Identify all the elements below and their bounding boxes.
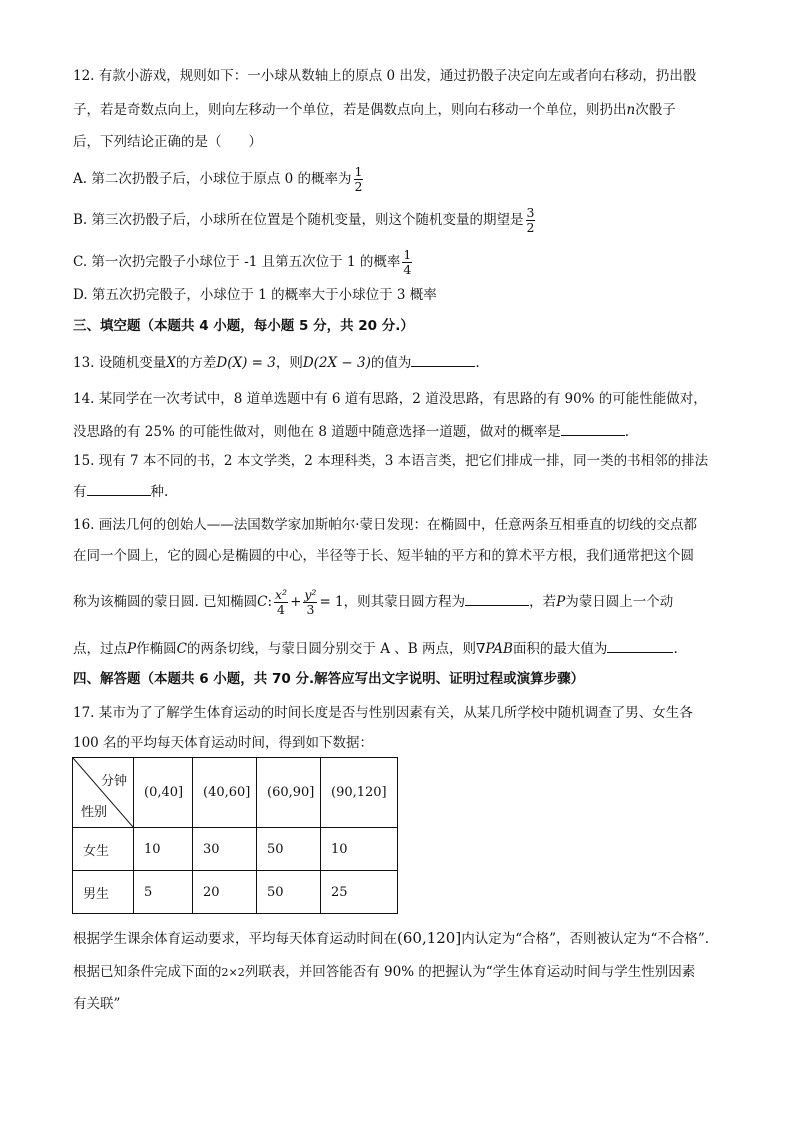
q16-y-fraction <box>303 588 317 617</box>
q15-line1: 15. 现有 7 本不同的书，2 本文学类，2 本理科类，3 本语言类，把它们排成一排，同一类的书相邻的排法 <box>73 453 709 469</box>
fraction-denominator: 4 <box>403 262 412 277</box>
table-row <box>73 828 398 871</box>
q16-line4d: 面积的最大值为 <box>512 641 608 657</box>
q17-line4b: 列联表，并回答能否有 90% 的把握认为“学生体育运动时间与学生性别因素 <box>244 964 696 980</box>
q14-line2 <box>73 421 629 442</box>
table-cell: 25 <box>321 871 398 914</box>
q17-line5: 有关联” <box>73 996 121 1012</box>
table-corner-cell <box>73 758 134 828</box>
q15-line2a: 有 <box>73 484 87 500</box>
table-cell: 50 <box>257 871 321 914</box>
fraction-numerator: 1 <box>354 164 363 179</box>
fraction-numerator: y² <box>304 587 317 602</box>
q14-line1: 14. 某同学在一次考试中，8 道单选题中有 6 道有思路，2 道没思路，有思路的有 90% 的可能性能做对， <box>73 391 707 407</box>
q12-option-a <box>73 165 365 194</box>
table-cell: 20 <box>193 871 257 914</box>
q16-var-c2: C <box>176 641 187 657</box>
q13-expr1: D(X) = 3 <box>216 355 276 371</box>
q16-var-p: P <box>556 594 566 610</box>
q12-option-c-fraction <box>402 248 412 277</box>
section3-heading: 三、填空题（本题共 4 小题，每小题 5 分，共 20 分.） <box>73 318 414 334</box>
q12-option-b-fraction <box>526 206 536 235</box>
q16-line4a: 点，过点 <box>73 641 127 657</box>
fraction-denominator: 2 <box>526 220 535 235</box>
table-header: (40,60] <box>193 758 257 828</box>
q12-option-a-fraction <box>354 165 364 194</box>
q12-var-n: n <box>626 102 636 118</box>
q16-line4 <box>73 638 678 659</box>
q12-line2b: 次骰子 <box>635 102 676 118</box>
corner-top-label: 分钟 <box>100 774 127 789</box>
table-cell: 5 <box>134 871 193 914</box>
q16-line4b: 作椭圆 <box>136 641 177 657</box>
table-row <box>73 871 398 914</box>
q16-var-p2: P <box>127 641 137 657</box>
corner-bottom-label: 性别 <box>81 805 108 820</box>
q12-line2a: 子，若是奇数点向上，则向左移动一个单位，若是偶数点向上，则向右移动一个单位，则扔出 <box>73 102 627 118</box>
q16-line3: 称为该椭圆的蒙日圆. 已知椭圆C: $\frac{\text{x²}}{4}$ + $\frac{\text{y²}}{3}$ = 1，则其蒙日圆方程为 ，若P为蒙日圆上一个动 <box>73 587 674 617</box>
q16-x-fraction <box>274 588 288 617</box>
fraction-numerator: x² <box>275 587 288 602</box>
q17-line3a: 根据学生课余体育运动要求，平均每天体育运动时间在 <box>73 931 397 947</box>
q13-prefix: 13. 设随机变量 <box>73 355 167 371</box>
q13-expr2: D(2X − 3) <box>302 355 371 371</box>
q13-answer-blank[interactable] <box>411 352 475 367</box>
q12-option-d: D. 第五次扔完骰子，小球位于 1 的概率大于小球位于 3 概率 <box>73 287 437 303</box>
q14-end: . <box>624 424 630 440</box>
table-header-row <box>73 758 398 828</box>
q12-option-c <box>73 248 414 277</box>
q16-eq-rhs: = 1 <box>319 594 344 610</box>
q17-interval: (60,120] <box>397 929 462 947</box>
q13-end: . <box>475 355 480 371</box>
q13-var-x: X <box>166 355 176 371</box>
q17-data-table <box>72 757 398 914</box>
q17-line4a: 根据已知条件完成下面的 <box>73 964 222 980</box>
q17-table-size: 2×2 <box>221 966 245 979</box>
q15-answer-blank[interactable] <box>87 481 151 496</box>
q17-line2: 100 名的平均每天体育运动时间，得到如下数据： <box>73 735 374 751</box>
q17-line3b: 内认定为“合格”，否则被认定为“不合格”. <box>461 931 710 947</box>
q16-line3d: 为蒙日圆上一个动 <box>565 594 674 610</box>
q16-line3a: 称为该椭圆的蒙日圆. 已知椭圆 <box>73 594 258 610</box>
q12-line1: 12. 有款小游戏，规则如下：一小球从数轴上的原点 0 出发，通过扔骰子决定向左或者向右移动，扔出骰 <box>73 68 697 84</box>
q17-line4 <box>73 962 695 983</box>
q13-mid: 的方差 <box>175 355 217 371</box>
q12-option-c-text: C. 第一次扔完骰子小球位于 -1 且第五次位于 1 的概率 <box>73 254 401 270</box>
q12-option-b-text: B. 第三次扔骰子后，小球所在位置是个随机变量，则这个随机变量的期望是 <box>73 212 524 228</box>
q16-triangle: ∇PAB <box>475 641 513 657</box>
table-cell: 10 <box>134 828 193 871</box>
fraction-numerator: 3 <box>526 205 535 220</box>
q12-option-b <box>73 206 537 235</box>
q16-line4c: 的两条切线，与蒙日圆分别交于 A 、B 两点，则 <box>186 641 476 657</box>
row-label: 男生 <box>73 871 134 914</box>
fraction-numerator: 1 <box>403 247 412 262</box>
section4-heading: 四、解答题（本题共 6 小题，共 70 分.解答应写出文字说明、证明过程或演算步骤） <box>73 671 585 687</box>
table-cell: 50 <box>257 828 321 871</box>
table-header: (90,120] <box>321 758 398 828</box>
q16-line3b: ，则其蒙日圆方程为 <box>343 594 466 610</box>
q17-line3 <box>73 928 709 949</box>
q12-line3: 后，下列结论正确的是（ ） <box>73 134 262 150</box>
q17-line1: 17. 某市为了了解学生体育运动的时间长度是否与性别因素有关，从某几所学校中随机调查了男、女生各 <box>73 705 693 721</box>
q16-answer-blank-1[interactable] <box>465 591 529 606</box>
table-cell: 10 <box>321 828 398 871</box>
q13-suffix: 的值为 <box>370 355 412 371</box>
q12-option-a-text: A. 第二次扔骰子后，小球位于原点 0 的概率为 <box>73 171 352 187</box>
row-label: 女生 <box>73 828 134 871</box>
q16-line1: 16. 画法几何的创始人——法国数学家加斯帕尔·蒙日发现：在椭圆中，任意两条互相垂直的切线的交点都 <box>73 517 698 533</box>
fraction-denominator: 3 <box>306 602 315 617</box>
q14-line2-text: 没思路的有 25% 的可能性做对，则他在 8 道题中随意选择一道题，做对的概率是 <box>73 424 561 440</box>
q16-var-c: C <box>257 594 268 610</box>
fraction-denominator: 4 <box>277 602 285 617</box>
q13-mid2: ，则 <box>275 355 303 371</box>
q16-end: . <box>673 641 678 657</box>
q15-line2b: 种. <box>150 484 169 500</box>
table-header: (60,90] <box>257 758 321 828</box>
table-cell: 30 <box>193 828 257 871</box>
q16-answer-blank-2[interactable] <box>607 638 673 653</box>
q12-line2 <box>73 100 676 120</box>
fraction-denominator: 2 <box>354 179 363 194</box>
q13 <box>73 352 480 373</box>
q14-answer-blank[interactable] <box>561 421 625 436</box>
q16-line2: 在同一个圆上，它的圆心是椭圆的中心，半径等于长、短半轴的平方和的算术平方根，我们通常把这个圆 <box>73 548 694 564</box>
q16-line3c: ，若 <box>529 594 557 610</box>
table-header: (0,40] <box>134 758 193 828</box>
q15-line2 <box>73 481 168 502</box>
